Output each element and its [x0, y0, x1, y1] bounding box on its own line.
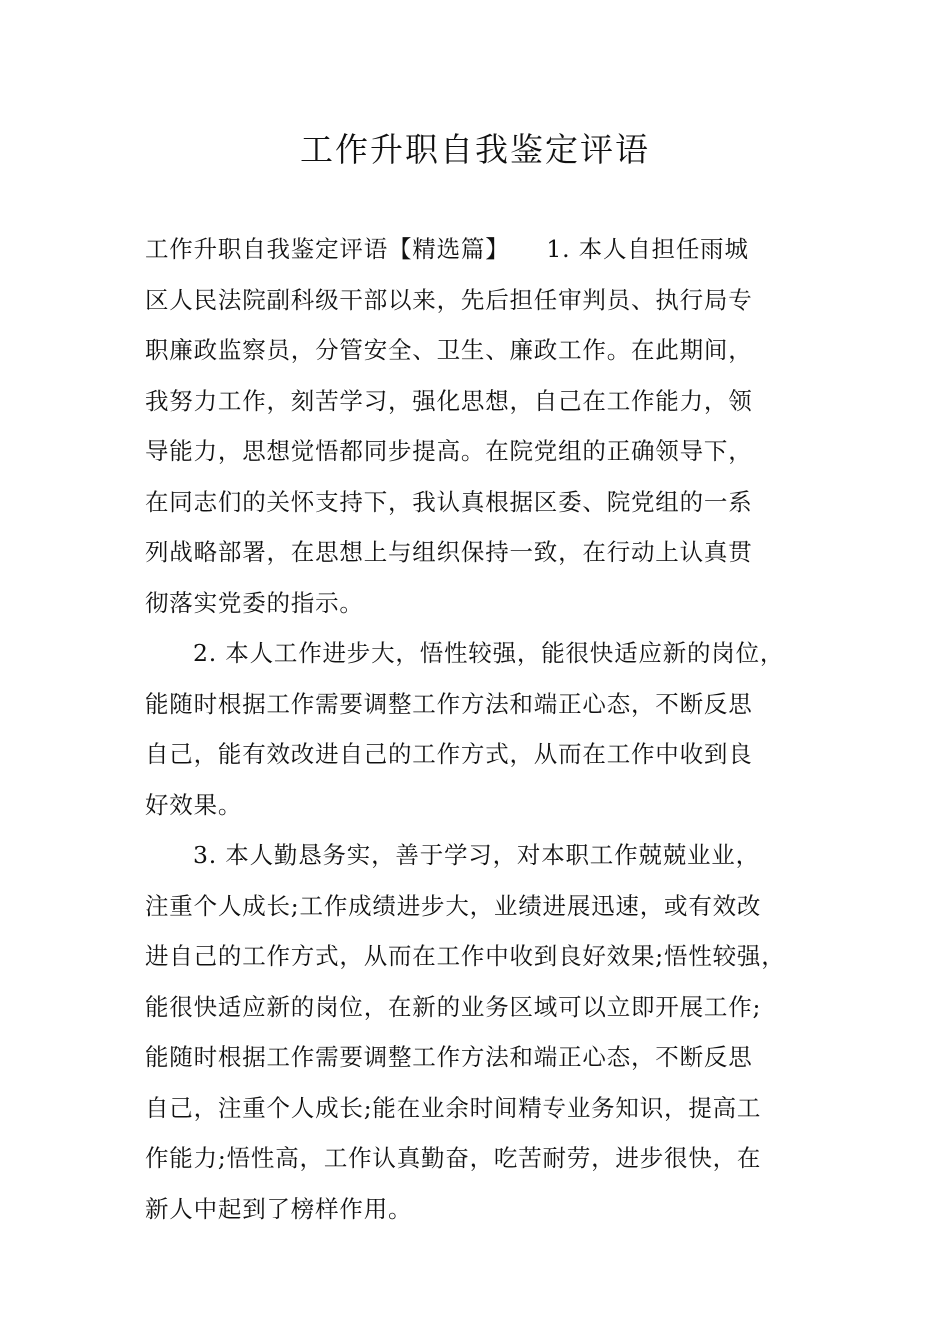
text-line: 工作升职自我鉴定评语【精选篇】 1. 本人自担任雨城: [145, 235, 749, 263]
text-line: 进自己的工作方式，从而在工作中收到良好效果;悟性较强，: [145, 942, 786, 970]
text-line: 彻落实党委的指示。: [145, 588, 364, 617]
text-line: 好效果。: [145, 790, 243, 819]
text-line: 我努力工作，刻苦学习，强化思想，自己在工作能力，领: [145, 386, 753, 415]
document-body: [145, 224, 813, 1234]
text-line: 列战略部署，在思想上与组织保持一致，在行动上认真贯: [145, 538, 753, 566]
text-line: 能随时根据工作需要调整工作方法和端正心态，不断反思: [145, 1043, 753, 1071]
text-line: 在同志们的关怀支持下，我认真根据区委、院党组的一系: [145, 487, 753, 516]
text-line: 新人中起到了榜样作用。: [145, 1194, 413, 1223]
paragraph-3-start: 3. 本人勤恳务实，善于学习，对本职工作兢兢业业，: [193, 841, 760, 869]
text-line: 自己，注重个人成长;能在业余时间精专业务知识，提高工: [145, 1093, 762, 1122]
document-title: 工作升职自我鉴定评语: [300, 130, 650, 169]
text-line: 注重个人成长;工作成绩进步大，业绩进展迅速，或有效改: [145, 891, 762, 920]
paragraph-2-start: 2. 本人工作进步大，悟性较强，能很快适应新的岗位，: [193, 639, 785, 667]
text-line: 能随时根据工作需要调整工作方法和端正心态，不断反思: [145, 689, 753, 718]
text-line: 能很快适应新的岗位，在新的业务区域可以立即开展工作;: [145, 992, 762, 1021]
text-line: 作能力;悟性高，工作认真勤奋，吃苦耐劳，进步很快，在: [145, 1144, 762, 1172]
text-line: 自己，能有效改进自己的工作方式，从而在工作中收到良: [145, 740, 753, 768]
text-line: 区人民法院副科级干部以来，先后担任审判员、执行局专: [145, 285, 753, 314]
text-line: 导能力，思想觉悟都同步提高。在院党组的正确领导下，: [145, 437, 753, 465]
text-line: 职廉政监察员，分管安全、卫生、廉政工作。在此期间，: [145, 336, 753, 364]
